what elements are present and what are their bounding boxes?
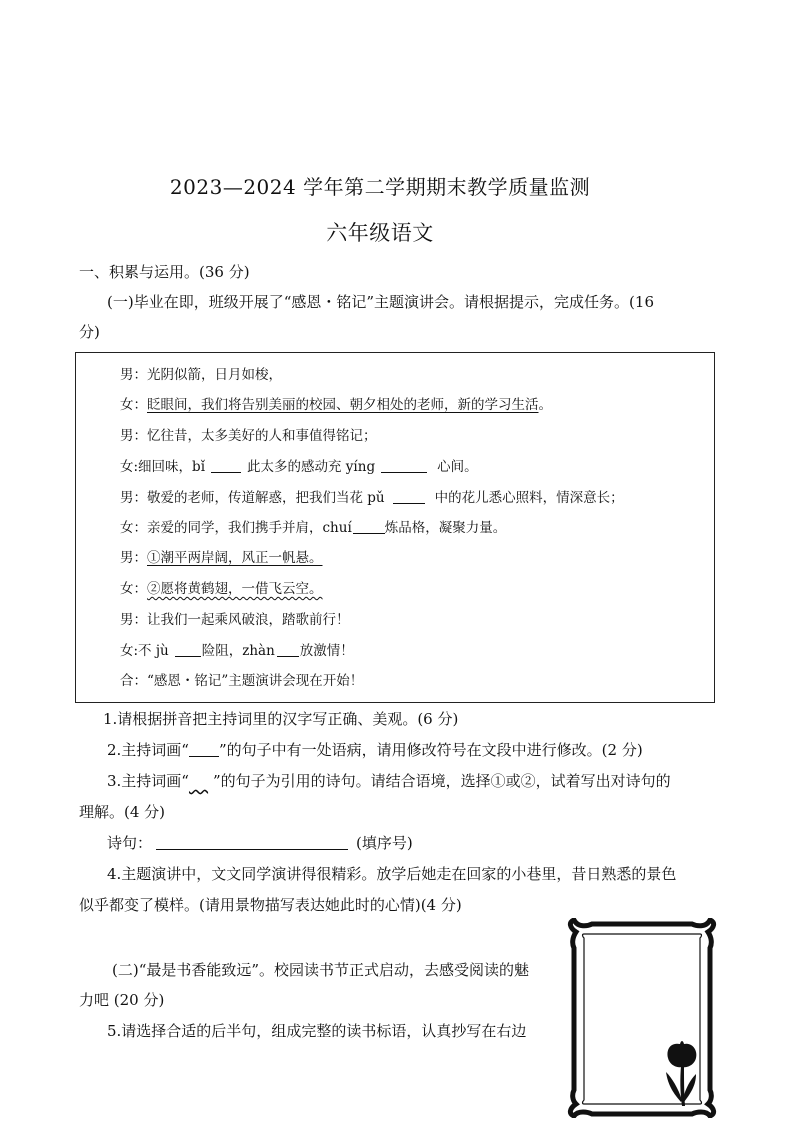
tulip-bookmark-frame [562, 918, 722, 1118]
text-fragment: 放激情！ [299, 643, 354, 659]
text-fragment: 中的花儿悉心照料，情深意长； [434, 490, 624, 506]
poem-hint: (填序号) [356, 834, 413, 852]
text-fragment: 女:不 jù [120, 643, 169, 659]
dialogue-line-11: 合：“感恩・铭记”主题演讲会现在开始！ [120, 673, 364, 689]
poem-line-2: ②愿将黄鹤翅，一借飞云空。 [147, 581, 323, 597]
question-5: 5.请选择合适的后半句，组成完整的读书标语，认真抄写在右边 [107, 1022, 527, 1040]
pinyin-blank[interactable] [353, 519, 385, 534]
text-fragment: 女：亲爱的同学，我们携手并肩，chuí [120, 520, 352, 536]
question-1: 1.请根据拼音把主持词里的汉字写正确、美观。(6 分) [103, 710, 459, 728]
question-2 [107, 739, 643, 760]
dialogue-line-10 [120, 639, 354, 659]
dialogue-line-7 [120, 546, 323, 566]
dialogue-line-1: 男：光阴似箭，日月如梭， [120, 367, 282, 383]
poem-line-1: ①潮平两岸阔，风正一帆悬。 [147, 550, 323, 566]
dialogue-line-2 [120, 393, 552, 413]
pinyin-blank[interactable] [277, 642, 299, 657]
text-fragment: 险阻，zhàn [201, 643, 275, 659]
underline-sample [189, 744, 219, 757]
pinyin-blank[interactable] [381, 458, 427, 473]
dialogue-line-3: 男：忆往昔，太多美好的人和事值得铭记； [120, 428, 377, 444]
wavy-line-sample [189, 772, 213, 790]
question-3-line2: 理解。(4 分) [79, 803, 166, 821]
speaker-label: 男： [120, 550, 147, 566]
underlined-sentence: 眨眼间，我们将告别美丽的校园、朝夕相处的老师，新的学习生活 [147, 397, 539, 413]
question-text: ”的句子中有一处语病，请用修改符号在文段中进行修改。(2 分) [218, 741, 643, 759]
question-4-line2: 似乎都变了模样。(请用景物描写表达她此时的心情)(4 分) [79, 896, 462, 914]
dialogue-line-8 [120, 577, 323, 597]
sentence-end: 。 [538, 397, 552, 413]
part2-intro-line2: 力吧 (20 分) [79, 991, 165, 1009]
text-fragment: 此太多的感动充 yíng [247, 459, 376, 475]
pinyin-blank[interactable] [211, 458, 241, 473]
part2-intro-line1: (二)“最是书香能致远”。校园读书节正式启动，去感受阅读的魅 [112, 961, 530, 979]
part1-intro-line1: (一)毕业在即，班级开展了“感恩・铭记”主题演讲会。请根据提示，完成任务。(16 [107, 293, 654, 311]
speaker-label: 女： [120, 397, 147, 413]
text-fragment: 心间。 [437, 459, 478, 475]
part1-intro-line2: 分) [79, 323, 100, 341]
poem-answer-blank[interactable] [156, 835, 348, 850]
dialogue-line-9: 男：让我们一起乘风破浪，踏歌前行！ [120, 612, 350, 628]
pinyin-blank[interactable] [175, 642, 201, 657]
section-heading: 一、积累与运用。(36 分) [79, 263, 250, 281]
poem-answer-row [107, 832, 413, 853]
pinyin-blank[interactable] [393, 489, 425, 504]
question-text: 2.主持词画“ [107, 741, 189, 759]
dialogue-line-6 [120, 516, 506, 536]
text-fragment: 炼品格，凝聚力量。 [384, 520, 507, 536]
text-fragment: 女:细回味，bǐ [120, 459, 206, 475]
exam-subtitle: 六年级语文 [326, 221, 434, 245]
question-text: 3.主持词画“ [107, 772, 189, 790]
dialogue-line-4 [120, 455, 478, 475]
poem-label: 诗句： [107, 834, 153, 852]
tulip-icon [666, 1041, 696, 1106]
exam-title: 2023—2024 学年第二学期期末教学质量监测 [169, 175, 591, 199]
question-text: ”的句子为引用的诗句。请结合语境，选择①或②，试着写出对诗句的 [212, 772, 671, 790]
text-fragment: 男：敬爱的老师，传道解惑，把我们当花 pǔ [120, 490, 385, 506]
speaker-label: 女： [120, 581, 147, 597]
dialogue-line-5 [120, 486, 624, 506]
host-script-box [75, 352, 715, 703]
question-3 [107, 770, 671, 791]
question-4-line1: 4.主题演讲中，文文同学演讲得很精彩。放学后她走在回家的小巷里，昔日熟悉的景色 [107, 865, 677, 883]
